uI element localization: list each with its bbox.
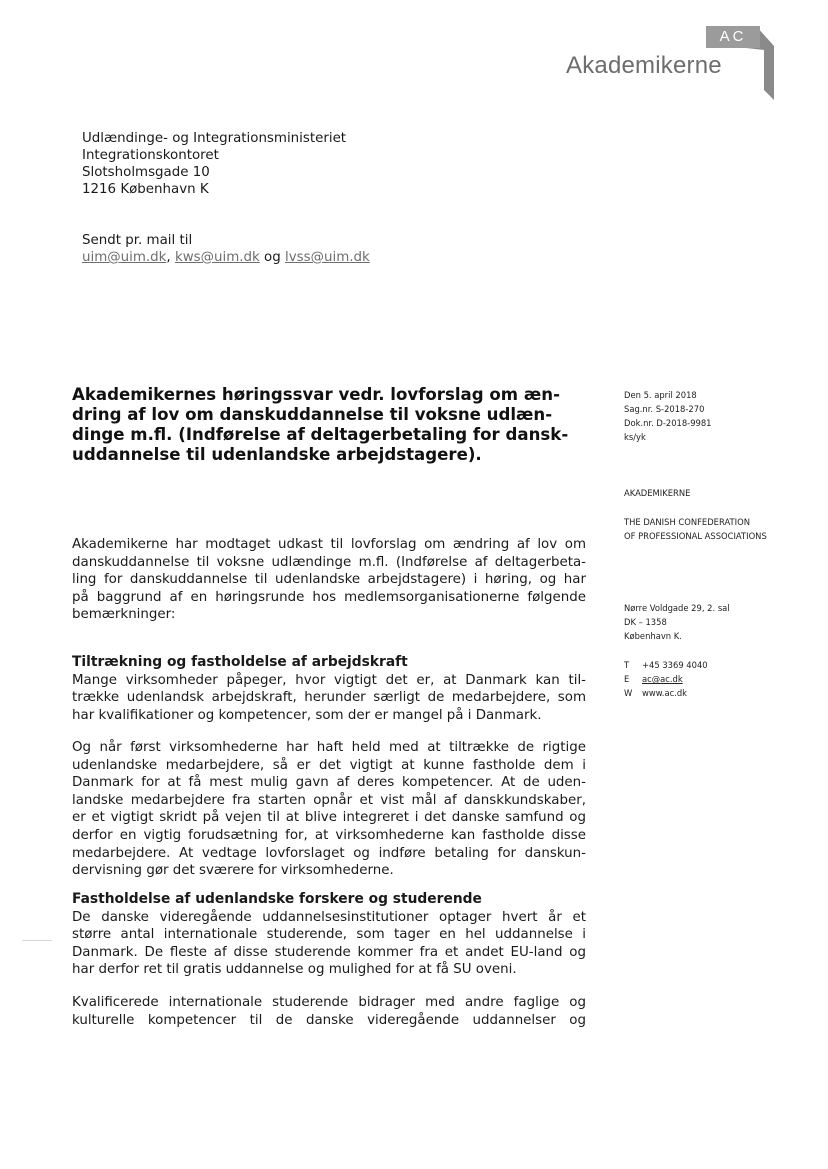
section-heading: Tiltrækning og fastholdelse af arbejdskraft <box>72 654 408 670</box>
margin-mark <box>22 940 52 941</box>
sidebar-contact <box>624 658 708 700</box>
section-researchers <box>72 891 586 979</box>
text-line: Akademikerne har modtaget udkast til lovforslag om ændring af lov om <box>72 537 586 552</box>
text-line: derfor en vigtig forudsætning for, at virksomhederne kan fastholde disse <box>72 827 586 843</box>
section-researchers-p2 <box>72 994 586 1029</box>
address-line: Integrationskontoret <box>82 148 219 163</box>
contact-label: W <box>624 688 633 698</box>
phone-value: +45 3369 4040 <box>642 660 708 670</box>
sidebar-org-en <box>624 515 767 543</box>
sent-label: Sendt pr. mail til <box>82 233 193 248</box>
text-line: ling for danskuddannelse til udenlandske arbejdstagere) i høring, og har <box>72 572 586 588</box>
org-en-line: THE DANISH CONFEDERATION <box>624 517 750 527</box>
text-line: Og når først virksomhederne har haft held med at tiltrække de rigtige <box>72 740 586 755</box>
title-line: dinge m.fl. (Indførelse af deltagerbetaling for dansk- <box>72 425 569 444</box>
text-line: bemærkninger: <box>72 607 176 623</box>
document-title <box>72 385 592 465</box>
meta-doc-number: Dok.nr. D-2018-9981 <box>624 418 712 428</box>
contact-email <box>624 672 708 686</box>
address-line: Slotsholmsgade 10 <box>82 165 210 180</box>
og-text: og <box>264 250 281 265</box>
text-line: De danske videregående uddannelsesinstitutioner optager hvert år et <box>72 909 586 925</box>
sent-by-mail <box>82 232 370 266</box>
text-line: større antal internationale studerende, som tager en hel uddannelse i <box>72 927 586 943</box>
org-name: AKADEMIKERNE <box>624 488 691 498</box>
text-line: har kvalifikationer og kompetencer, som der er mangel på i Danmark. <box>72 707 542 723</box>
email-separator: , <box>166 250 171 265</box>
meta-initials: ks/yk <box>624 432 646 442</box>
contact-label: T <box>624 660 630 670</box>
text-line: Danmark. De fleste af disse studerende kommer fra et andet EU-land og <box>72 944 586 960</box>
email-link-uim[interactable]: uim@uim.dk <box>82 250 167 265</box>
text-line: har derfor ret til gratis uddannelse og mulighed for at få SU oveni. <box>72 962 517 978</box>
text-line: er et vigtigt skridt på vejen til at blive integreret i det danske samfund og <box>72 810 586 826</box>
section-recruitment <box>72 654 586 724</box>
street-line: Nørre Voldgade 29, 2. sal <box>624 603 730 613</box>
contact-label: E <box>624 674 630 684</box>
text-line: udenlandske medarbejdere, så er det vigtigt at kunne fastholde dem i <box>72 757 586 773</box>
text-line: trække udenlandsk arbejdskraft, herunder særligt de medarbejdere, som <box>72 690 586 706</box>
text-line: Kvalificerede internationale studerende bidrager med andre faglige og <box>72 995 586 1010</box>
logo-tab: AC <box>706 26 760 48</box>
contact-phone <box>624 658 708 672</box>
address-line: Udlændinge- og Integrationsministeriet <box>82 131 347 146</box>
logo-name: Akademikerne <box>566 52 722 79</box>
ac-logo <box>560 22 780 102</box>
web-value: www.ac.dk <box>642 688 688 698</box>
meta-case-number: Sag.nr. S-2018-270 <box>624 404 705 414</box>
contact-web <box>624 686 708 700</box>
text-line: danskuddannelse til voksne udlændinge m.fl. (Indførelse af deltagerbeta- <box>72 554 586 570</box>
title-line: uddannelse til udenlandske arbejdstagere). <box>72 445 482 464</box>
intro-paragraph <box>72 536 586 624</box>
text-line: medarbejdere. At vedtage lovforslaget og indføre betaling for danskun- <box>72 845 586 861</box>
org-en-line: OF PROFESSIONAL ASSOCIATIONS <box>624 531 767 541</box>
document-meta <box>624 388 712 444</box>
street-line: DK – 1358 <box>624 617 667 627</box>
meta-date: Den 5. april 2018 <box>624 390 697 400</box>
email-line <box>82 249 370 266</box>
text-line: Mange virksomheder påpeger, hvor vigtigt det er, at Danmark kan til- <box>72 672 586 688</box>
section-recruitment-p2 <box>72 739 586 880</box>
title-line: Akademikernes høringssvar vedr. lovforslag om æn- <box>72 385 560 404</box>
street-line: København K. <box>624 631 682 641</box>
recipient-address <box>82 130 346 198</box>
sidebar-org <box>624 486 690 500</box>
title-line: dring af lov om danskuddannelse til voksne udlæn- <box>72 405 553 424</box>
address-line: 1216 København K <box>82 182 209 197</box>
text-line: Danmark for at få mest mulig gavn af deres kompetencer. At de uden- <box>72 775 586 791</box>
sidebar-street <box>624 601 730 643</box>
email-link-lvss[interactable]: lvss@uim.dk <box>285 250 370 265</box>
email-link-kws[interactable]: kws@uim.dk <box>174 250 260 265</box>
text-line: dervisning gør det sværere for virksomhederne. <box>72 863 394 879</box>
section-heading: Fastholdelse af udenlandske forskere og studerende <box>72 891 482 907</box>
text-line: på baggrund af en høringsrunde hos medlemsorganisationerne følgende <box>72 589 586 605</box>
text-line: landske medarbejdere fra starten opnår et vist mål af danskkundskaber, <box>72 792 586 808</box>
text-line: kulturelle kompetencer til de danske videregående uddannelser og <box>72 1012 586 1028</box>
email-value-link[interactable]: ac@ac.dk <box>642 674 683 684</box>
